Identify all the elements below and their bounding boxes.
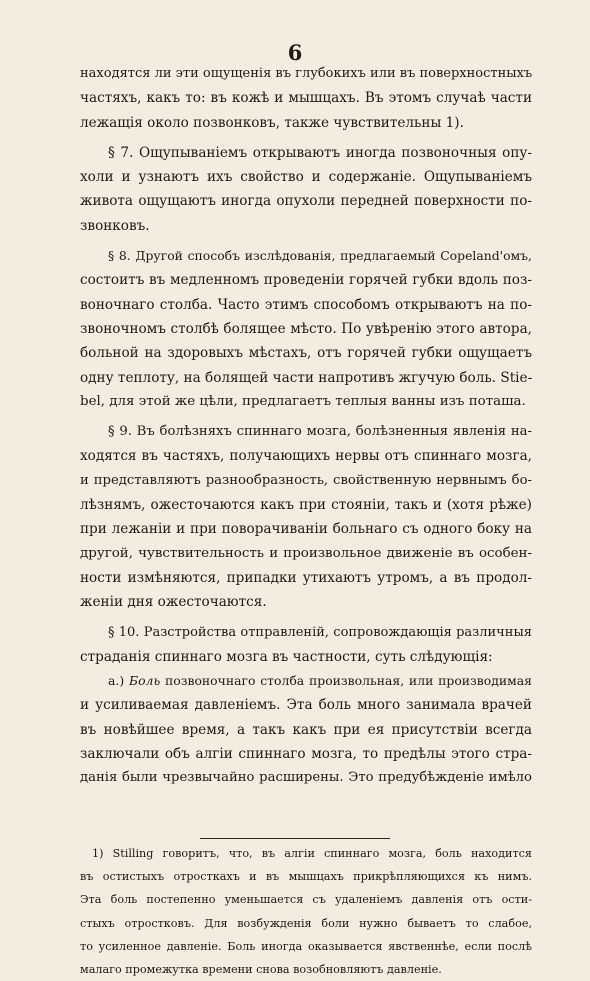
- text-line: состоитъ въ медленномъ проведеніи горячей губки вдоль поз-: [80, 272, 532, 289]
- emphasized-term: Боль: [128, 673, 161, 689]
- footnote-line: Эта боль постепенно уменьшается съ удаленіемъ давленія отъ ости-: [80, 893, 532, 907]
- text-line: живота ощущаютъ иногда опухоли передней поверхности по-: [80, 193, 532, 210]
- paragraph-1: [80, 62, 532, 135]
- footnote-separator: [200, 838, 390, 839]
- page-number: 6: [287, 40, 303, 65]
- text-line: больной на здоровыхъ мѣстахъ, отъ горячей губки ощущаетъ: [80, 345, 532, 362]
- text-line: воночнаго столба. Часто этимъ способомъ открываютъ на по-: [80, 296, 532, 313]
- text-line: въ новѣйшее время, а такъ какъ при ея присутствіи всегда: [80, 721, 532, 738]
- text-line: ности измѣняются, припадки утихаютъ утромъ, а въ продол-: [80, 569, 532, 586]
- text-line: ходятся въ частяхъ, получающихъ нервы отъ спиннаго мозга,: [80, 448, 532, 465]
- text-line: звоночномъ столбѣ болящее мѣсто. По увѣренію этого автора,: [80, 320, 532, 337]
- footnote-line: 1) Stilling говоритъ, что, въ алгіи спиннаго мозга, боль находится: [92, 847, 532, 860]
- text-line: [80, 669, 532, 693]
- text-line: одну теплоту, на болящей части напротивъ жгучую боль. Stie-: [80, 369, 533, 386]
- footnote: [80, 842, 532, 981]
- text-line: bel, для этой же цѣли, предлагаетъ теплыя ванны изъ поташа.: [80, 393, 526, 409]
- text-line: частяхъ, какъ то: въ кожѣ и мышцахъ. Въ этомъ случаѣ части: [80, 90, 532, 107]
- text-line: данія были чрезвычайно расширены. Это предубѣжденіе имѣло: [80, 770, 532, 786]
- footnote-line: малаго промежутка времени снова возобновляютъ давленіе.: [80, 963, 442, 977]
- paragraph-item-a: [80, 669, 532, 790]
- footnote-line: въ остистыхъ отросткахъ и въ мышцахъ прикрѣпляющихся къ нимъ.: [80, 870, 532, 884]
- text-line: страданія спиннаго мозга въ частности, суть слѣдующія:: [80, 648, 493, 665]
- item-marker: a.): [108, 673, 125, 689]
- text-fragment: позвоночнаго столба произвольная, или производимая: [165, 673, 532, 689]
- paragraph-section-8: [80, 244, 532, 414]
- paragraph-section-7: [80, 141, 532, 238]
- text-line: находятся ли эти ощущенія въ глубокихъ или въ поверхностныхъ: [80, 66, 533, 81]
- text-line: женіи дня ожесточаются.: [80, 594, 267, 611]
- text-line: лѣзнямъ, ожесточаются какъ при стояніи, такъ и (хотя рѣже): [80, 497, 532, 514]
- text-line: § 7. Ощупываніемъ открываютъ иногда позвоночныя опу-: [108, 144, 532, 161]
- body-text: [80, 62, 532, 791]
- paragraph-section-10: [80, 621, 532, 670]
- text-line: § 8. Другой способъ изслѣдованія, предлагаемый Copeland'омъ,: [108, 248, 532, 264]
- footnote-line: стыхъ отростковъ. Для возбужденія боли нужно бываетъ то слабое,: [80, 916, 532, 930]
- text-line: § 10. Разстройства отправленій, сопровождающія различныя: [108, 624, 532, 640]
- text-line: холи и узнаютъ ихъ свойство и содержаніе. Ощупываніемъ: [80, 169, 532, 186]
- text-line: § 9. Въ болѣзняхъ спиннаго мозга, болѣзненныя явленія на-: [108, 424, 532, 440]
- footnote-line: то усиленное давленіе. Боль иногда оказывается явственнѣе, если послѣ: [80, 939, 532, 953]
- text-line: при лежаніи и при поворачиваніи больнаго съ одного боку на: [80, 521, 532, 538]
- text-line: заключали объ алгіи спиннаго мозга, то предѣлы этого стра-: [80, 746, 532, 763]
- text-line: лежащія около позвонковъ, также чувствительны 1).: [80, 114, 464, 131]
- text-line: и усиливаемая давленіемъ. Эта боль много занимала врачей: [80, 697, 532, 714]
- text-line: другой, чувствительность и произвольное движеніе въ особен-: [80, 545, 532, 561]
- text-line: и представляютъ разнообразность, свойственную нервнымъ бо-: [80, 472, 532, 488]
- text-line: звонковъ.: [80, 217, 150, 234]
- paragraph-section-9: [80, 420, 532, 614]
